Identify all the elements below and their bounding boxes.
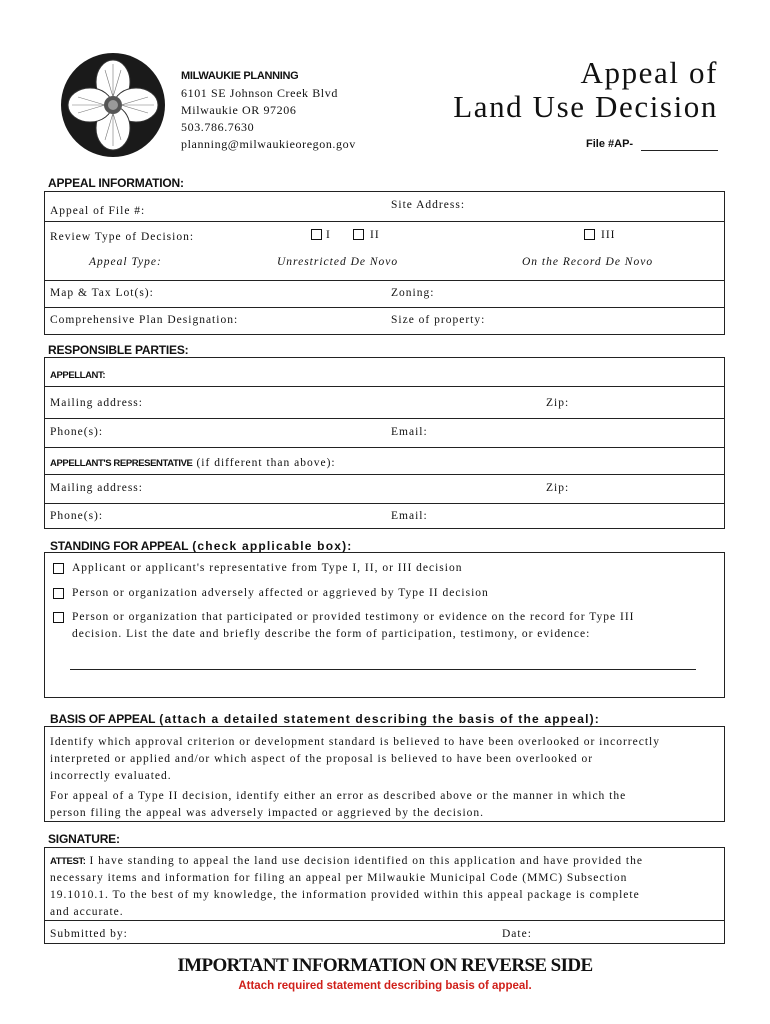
basis-p2-line2: person filing the appeal was adversely impacted or aggrieved by the decision. (50, 807, 485, 819)
attest-line1: I have standing to appeal the land use decision identified on this application and have provided the (89, 855, 643, 867)
basis-heading-note: (attach a detailed statement describing the basis of the appeal): (159, 712, 600, 726)
comp-plan-label: Comprehensive Plan Designation: (50, 314, 239, 326)
map-tax-lot-label: Map & Tax Lot(s): (50, 287, 154, 299)
review-type-iii-label: III (601, 229, 616, 241)
basis-p1-line2: interpreted or applied and/or which aspect of the proposal is believed to have been overlooked or (50, 753, 594, 765)
responsible-parties-heading: RESPONSIBLE PARTIES: (48, 343, 189, 357)
review-type-label: Review Type of Decision: (50, 231, 195, 243)
attest-label: ATTEST: (50, 856, 86, 867)
representative-label: APPELLANT'S REPRESENTATIVE (50, 458, 193, 469)
standing-heading-note: (check applicable box): (192, 539, 353, 553)
page-title-line1: Appeal of (580, 55, 718, 90)
review-type-i-label: I (326, 229, 331, 241)
attest-line2: necessary items and information for filing an appeal per Milwaukie Municipal Code (MMC) Subsection (50, 872, 628, 884)
signature-heading: SIGNATURE: (48, 832, 120, 846)
page-title-line2: Land Use Decision (453, 89, 718, 124)
unrestricted-de-novo-label: Unrestricted De Novo (277, 256, 399, 268)
attest-line3: 19.1010.1. To the best of my knowledge, the information provided within this appeal package is complete (50, 889, 640, 901)
standing-applicant-checkbox[interactable] (53, 563, 64, 574)
standing-participated-label-2: decision. List the date and briefly describe the form of participation, testimony, or evidence: (72, 628, 591, 640)
standing-heading: STANDING FOR APPEAL (50, 539, 189, 553)
review-type-i-checkbox[interactable] (311, 229, 322, 240)
org-name: MILWAUKIE PLANNING (181, 70, 299, 82)
attach-statement-notice: Attach required statement describing basis of appeal. (238, 980, 532, 992)
appellant-zip-label: Zip: (546, 397, 570, 409)
review-type-iii-checkbox[interactable] (584, 229, 595, 240)
representative-note: (if different than above): (196, 457, 336, 469)
important-notice: IMPORTANT INFORMATION ON REVERSE SIDE (177, 955, 593, 976)
attest-line4: and accurate. (50, 906, 124, 918)
address-line1: 6101 SE Johnson Creek Blvd (181, 86, 338, 100)
rep-phone-label: Phone(s): (50, 510, 104, 522)
appellant-email-label: Email: (391, 426, 428, 438)
review-type-ii-checkbox[interactable] (353, 229, 364, 240)
file-number-line[interactable] (641, 150, 718, 151)
appellant-label: APPELLANT: (50, 370, 106, 381)
rep-zip-label: Zip: (546, 482, 570, 494)
review-type-ii-label: II (370, 229, 380, 241)
submitted-by-label: Submitted by: (50, 928, 128, 940)
participation-description-line[interactable] (70, 669, 696, 670)
standing-applicant-label: Applicant or applicant's representative from Type I, II, or III decision (72, 562, 463, 574)
date-label: Date: (502, 928, 532, 940)
appellant-phone-label: Phone(s): (50, 426, 104, 438)
appellant-mailing-label: Mailing address: (50, 397, 143, 409)
standing-participated-label-1: Person or organization that participated or provided testimony or evidence on the record for Type III (72, 611, 635, 623)
rep-email-label: Email: (391, 510, 428, 522)
property-size-label: Size of property: (391, 314, 486, 326)
city-logo (60, 52, 166, 158)
basis-p1-line1: Identify which approval criterion or development standard is believed to have been overlooked or incorrectly (50, 736, 660, 748)
appeal-info-heading: APPEAL INFORMATION: (48, 176, 184, 190)
file-number-label: File #AP- (586, 138, 634, 150)
phone-number: 503.786.7630 (181, 120, 255, 134)
zoning-label: Zoning: (391, 287, 435, 299)
rep-mailing-label: Mailing address: (50, 482, 143, 494)
standing-participated-checkbox[interactable] (53, 612, 64, 623)
standing-aggrieved-checkbox[interactable] (53, 588, 64, 599)
basis-p1-line3: incorrectly evaluated. (50, 770, 172, 782)
email-address: planning@milwaukieoregon.gov (181, 137, 356, 151)
basis-heading: BASIS OF APPEAL (50, 712, 156, 726)
appeal-of-file-label: Appeal of File #: (50, 205, 146, 217)
appeal-type-label: Appeal Type: (89, 256, 162, 268)
basis-p2-line1: For appeal of a Type II decision, identify either an error as described above or the manner in which the (50, 790, 627, 802)
standing-aggrieved-label: Person or organization adversely affected or aggrieved by Type II decision (72, 587, 489, 599)
on-record-de-novo-label: On the Record De Novo (522, 256, 654, 268)
site-address-label: Site Address: (391, 199, 466, 211)
address-line2: Milwaukie OR 97206 (181, 103, 297, 117)
